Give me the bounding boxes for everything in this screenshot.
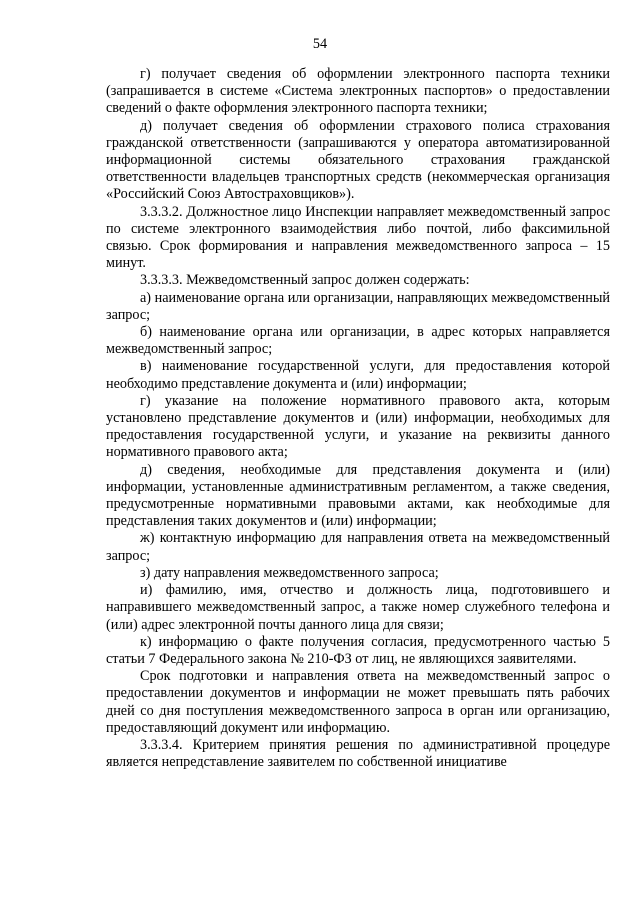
list-item-k: к) информацию о факте получения согласия, предусмотренного частью 5 статьи 7 Федерального закона № 210-ФЗ от лиц, не являющихся заявителями. — [106, 633, 610, 667]
paragraph-3-3-3-3: 3.3.3.3. Межведомственный запрос должен содержать: — [140, 272, 470, 289]
paragraph-passport-info: г) получает сведения об оформлении электронного паспорта техники (запрашивается в системе «Система электронных паспортов» о предоставлении сведений о факте оформления электронного паспорта техники; — [106, 66, 610, 117]
paragraph-3-3-3-2: 3.3.3.2. Должностное лицо Инспекции направляет межведомственный запрос по системе электронного взаимодействия либо почтой, либо факсимильной связью. Срок формирования и направления межведомственного запроса – 15 минут. — [106, 203, 610, 272]
list-item-a: а) наименование органа или организации, направляющих межведомственный запрос; — [106, 289, 610, 323]
document-body — [106, 66, 610, 771]
list-item-z: з) дату направления межведомственного запроса; — [140, 564, 439, 581]
list-item-v: в) наименование государственной услуги, для предоставления которой необходимо представление документа и (или) информации; — [106, 358, 610, 392]
list-item-i: и) фамилию, имя, отчество и должность лица, подготовившего и направившего межведомственный запрос, а также номер служебного телефона и (или) адрес электронной почты данного лица для связи; — [106, 582, 610, 633]
list-item-b: б) наименование органа или организации, в адрес которых направляется межведомственный запрос; — [106, 324, 610, 358]
list-item-zh: ж) контактную информацию для направления ответа на межведомственный запрос; — [106, 530, 610, 564]
paragraph-3-3-3-4: 3.3.3.4. Критерием принятия решения по административной процедуре является непредставление заявителем по собственной инициативе — [106, 736, 610, 771]
page-number: 54 — [312, 36, 328, 52]
paragraph-insurance-info: д) получает сведения об оформлении страхового полиса страхования гражданской ответственности (запрашиваются у оператора автоматизированной информационной системы обязательного страхования гражданской ответственности владельцев транспортных средств (некоммерческая организация «Российский Союз Автостраховщиков»). — [106, 117, 610, 203]
paragraph-response-deadline: Срок подготовки и направления ответа на межведомственный запрос о предоставлении документов и информации не может превышать пять рабочих дней со дня поступления межведомственного запроса в орган или организацию, предоставляющий документ или информацию. — [106, 668, 610, 736]
list-item-d: д) сведения, необходимые для представления документа и (или) информации, установленные административным регламентом, а также сведения, предусмотренные нормативными правовыми актами, как необходимые для представления таких документов и (или) информации; — [106, 461, 610, 530]
list-item-g: г) указание на положение нормативного правового акта, которым установлено представление документов и (или) информации, необходимых для предоставления государственной услуги, и указание на реквизиты данного нормативного правового акта; — [106, 392, 610, 461]
